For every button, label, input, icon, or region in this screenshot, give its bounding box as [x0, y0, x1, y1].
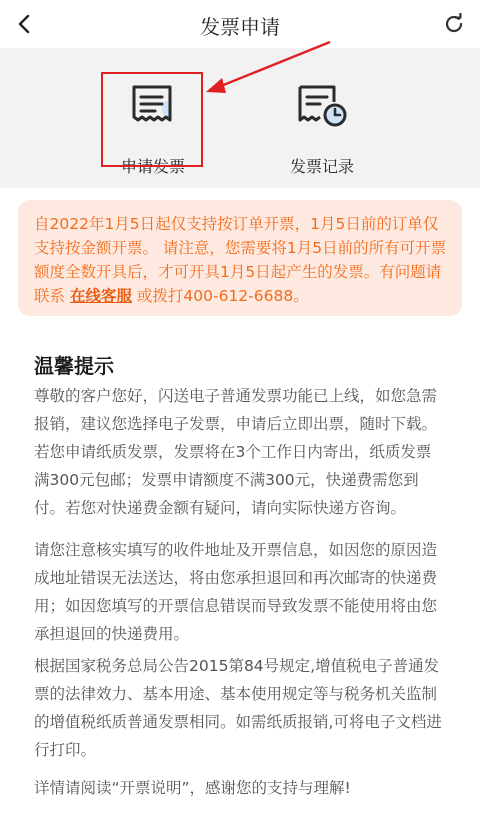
- page-title: 发票申请: [200, 15, 280, 39]
- tips-paragraph: 根据国家税务总局公告2015第84号规定,增值税电子普通发票的法律效力、基本用途、基本使用规定等与税务机关监制的增值税纸质普通发票相同。如需纸质报销,可将电子文档进行打印。: [34, 657, 442, 759]
- tips-heading: 温馨提示: [34, 354, 114, 378]
- invoice-records-label: 发票记录: [289, 157, 354, 176]
- apply-invoice-label: 申请发票: [120, 157, 185, 176]
- annotation-highlight-box: [101, 72, 203, 167]
- notice-text: 自2022年1月5日起仅支持按订单开票，1月5日前的订单仅支持按金额开票。 请注意，您需要将1月5日前的所有可开票额度全数开具后，才可开具1月5日起产生的发票。有问题请联系: [34, 215, 447, 305]
- refresh-icon[interactable]: [440, 10, 468, 38]
- online-service-link[interactable]: 在线客服: [69, 287, 132, 305]
- notice-phone-text: 或拨打400-612-6688。: [136, 287, 309, 305]
- tips-paragraph: 详情请阅读“开票说明”，感谢您的支持与理解!: [34, 779, 351, 797]
- tips-paragraph: 请您注意核实填写的收件地址及开票信息，如因您的原因造成地址错误无法送达，将由您承担退回和再次邮寄的快递费用；如因您填写的开票信息错误而导致发票不能使用将由您承担退回的快递费用。: [34, 541, 438, 643]
- annotation-arrow: [200, 36, 340, 106]
- tips-paragraph: 尊敬的客户您好，闪送电子普通发票功能已上线，如您急需报销，建议您选择电子发票，申请后立即出票，随时下载。若您申请纸质发票，发票将在3个工作日内寄出，纸质发票满300元包邮；发票申请额度不满300元，快递费需您到付。若您对快递费金额有疑问，请向实际快递方咨询。: [34, 387, 438, 517]
- notice-banner: [18, 200, 462, 316]
